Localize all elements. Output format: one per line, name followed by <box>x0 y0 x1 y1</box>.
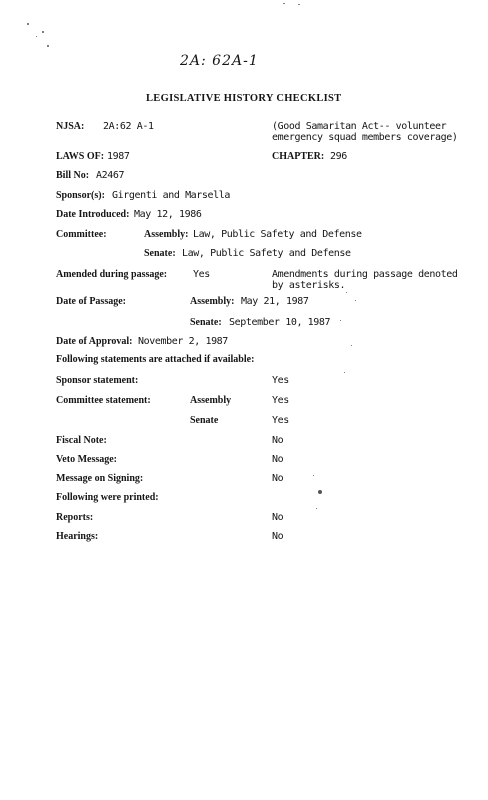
scan-speck <box>316 508 317 509</box>
committee-senate-label: Senate: <box>144 248 176 259</box>
passage-senate-label: Senate: <box>190 317 222 328</box>
passage-assembly-value: May 21, 1987 <box>241 296 309 307</box>
laws-of-value: 1987 <box>107 151 130 162</box>
committee-statement-assembly-label: Assembly <box>190 395 232 406</box>
date-of-approval-value: November 2, 1987 <box>138 336 228 347</box>
chapter-label: CHAPTER: <box>272 151 325 162</box>
amended-note-line-1: Amendments during passage denoted <box>272 269 458 280</box>
chapter-value: 296 <box>330 151 347 162</box>
bill-no-label: Bill No: <box>56 170 90 181</box>
committee-statement-label: Committee statement: <box>56 395 151 406</box>
following-attached-heading: Following statements are attached if available: <box>56 354 255 365</box>
committee-statement-senate-label: Senate <box>190 415 219 426</box>
description-line-2: emergency squad members coverage) <box>272 132 458 143</box>
committee-statement-senate-value: Yes <box>272 415 289 426</box>
committee-label: Committee: <box>56 229 107 240</box>
scan-speck <box>313 475 314 476</box>
date-introduced-label: Date Introduced: <box>56 209 130 220</box>
sponsors-label: Sponsor(s): <box>56 190 105 201</box>
scan-speck <box>346 292 347 293</box>
hearings-label: Hearings: <box>56 531 99 542</box>
date-of-passage-label: Date of Passage: <box>56 296 126 307</box>
amended-label: Amended during passage: <box>56 269 168 280</box>
scan-speck <box>318 490 322 494</box>
scan-speck <box>42 31 44 33</box>
passage-assembly-label: Assembly: <box>190 296 235 307</box>
message-on-signing-value: No <box>272 473 284 484</box>
handwritten-reference: 2A: 62A-1 <box>180 53 259 69</box>
scan-speck <box>344 372 345 373</box>
scan-speck <box>340 320 341 321</box>
sponsors-value: Girgenti and Marsella <box>112 190 231 201</box>
message-on-signing-label: Message on Signing: <box>56 473 144 484</box>
date-introduced-value: May 12, 1986 <box>134 209 202 220</box>
amended-note-line-2: by asterisks. <box>272 280 346 291</box>
passage-senate-value: September 10, 1987 <box>229 317 331 328</box>
hearings-value: No <box>272 531 284 542</box>
scan-speck <box>27 23 29 25</box>
following-printed-heading: Following were printed: <box>56 492 159 503</box>
reports-label: Reports: <box>56 512 94 523</box>
njsa-value: 2A:62 A-1 <box>103 121 154 132</box>
committee-statement-assembly-value: Yes <box>272 395 289 406</box>
sponsor-statement-value: Yes <box>272 375 289 386</box>
amended-value: Yes <box>193 269 210 280</box>
scan-speck <box>355 300 356 301</box>
page-title: LEGISLATIVE HISTORY CHECKLIST <box>146 93 342 104</box>
sponsor-statement-label: Sponsor statement: <box>56 375 139 386</box>
fiscal-note-value: No <box>272 435 284 446</box>
committee-senate-value: Law, Public Safety and Defense <box>182 248 351 259</box>
committee-assembly-value: Law, Public Safety and Defense <box>193 229 362 240</box>
description-line-1: (Good Samaritan Act-- volunteer <box>272 121 447 132</box>
scan-speck <box>351 345 352 346</box>
fiscal-note-label: Fiscal Note: <box>56 435 107 446</box>
committee-assembly-label: Assembly: <box>144 229 189 240</box>
scan-speck <box>36 36 37 37</box>
veto-message-value: No <box>272 454 284 465</box>
scan-speck <box>283 3 285 4</box>
njsa-label: NJSA: <box>56 121 85 132</box>
bill-no-value: A2467 <box>96 170 125 181</box>
laws-of-label: LAWS OF: <box>56 151 105 162</box>
scan-speck <box>298 4 300 5</box>
date-of-approval-label: Date of Approval: <box>56 336 133 347</box>
scan-speck <box>47 45 49 47</box>
veto-message-label: Veto Message: <box>56 454 118 465</box>
reports-value: No <box>272 512 284 523</box>
